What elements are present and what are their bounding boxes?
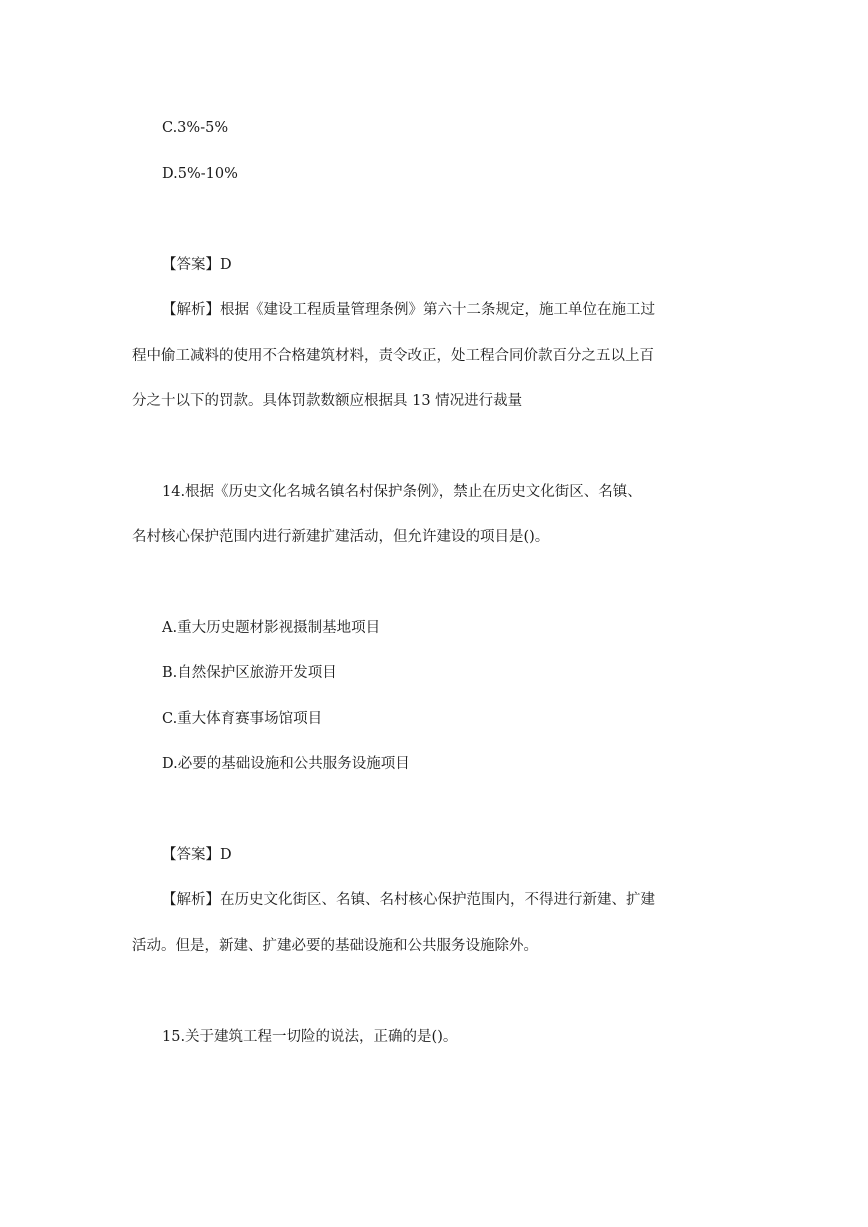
q14-option-b: B.自然保护区旅游开发项目 <box>162 665 337 681</box>
q14-option-d: D.必要的基础设施和公共服务设施项目 <box>162 756 410 772</box>
q15-stem: 15.关于建筑工程一切险的说法，正确的是()。 <box>162 1029 458 1045</box>
q14-explanation-line-2: 活动。但是，新建、扩建必要的基础设施和公共服务设施除外。 <box>132 938 538 954</box>
q13-option-d: D.5%-10% <box>162 166 238 182</box>
q14-stem-line-2: 名村核心保护范围内进行新建扩建活动，但允许建设的项目是()。 <box>132 529 550 545</box>
q13-explanation-line-1: 【解析】根据《建设工程质量管理条例》第六十二条规定，施工单位在施工过 <box>162 302 655 318</box>
q13-explanation-line-3: 分之十以下的罚款。具体罚款数额应根据具 13 情况进行裁量 <box>132 393 523 409</box>
q13-answer: 【答案】D <box>162 257 232 273</box>
q14-stem-line-1: 14.根据《历史文化名城名镇名村保护条例》，禁止在历史文化街区、名镇、 <box>162 484 642 500</box>
q13-option-c: C.3%-5% <box>162 120 229 136</box>
q14-option-a: A.重大历史题材影视摄制基地项目 <box>162 620 381 636</box>
q14-explanation-line-1: 【解析】在历史文化街区、名镇、名村核心保护范围内，不得进行新建、扩建 <box>162 892 655 908</box>
q14-option-c: C.重大体育赛事场馆项目 <box>162 711 323 727</box>
q13-explanation-line-2: 程中偷工减料的使用不合格建筑材料，责令改正，处工程合同价款百分之五以上百 <box>132 348 654 364</box>
q14-answer: 【答案】D <box>162 847 232 863</box>
